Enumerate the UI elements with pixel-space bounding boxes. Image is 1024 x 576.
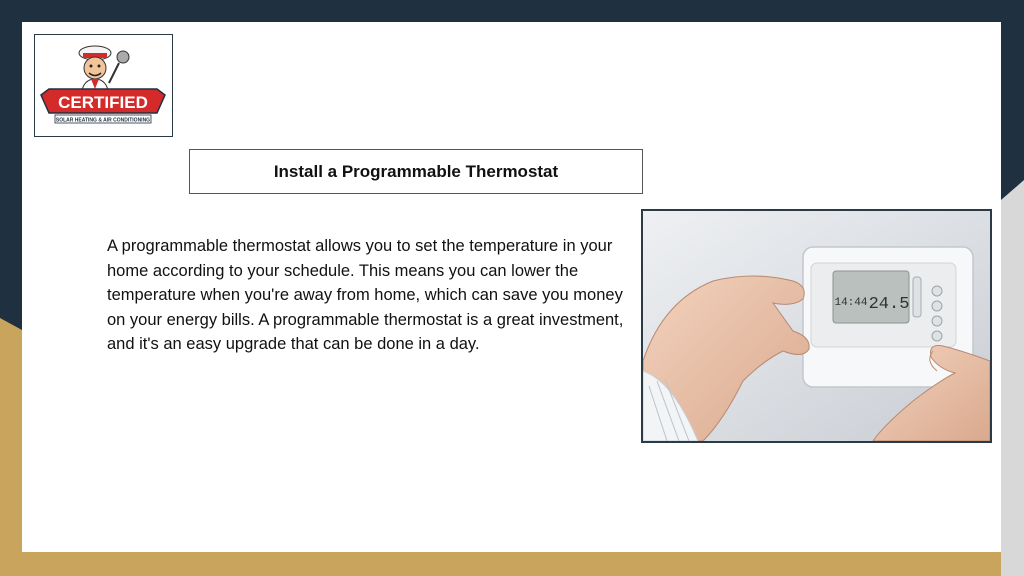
slide-title: Install a Programmable Thermostat <box>189 149 643 194</box>
thermostat-photo-icon <box>643 211 990 441</box>
logo-brand-text: CERTIFIED <box>58 93 148 112</box>
mascot-logo-icon <box>35 35 171 135</box>
display-small-text: 14:44 <box>834 297 868 309</box>
logo-tagline-text: SOLAR HEATING & AIR CONDITIONING <box>55 117 151 124</box>
thermostat-photo <box>641 209 992 443</box>
display-reading-text: 24.5 <box>868 295 910 314</box>
company-logo <box>34 34 173 137</box>
slide-body-text: A programmable thermostat allows you to set the temperature in your home according to your schedule. This means you can lower the temperature when you're away from home, which can save you money on your energy bills. A programmable thermostat is a great investment, and it's an easy upgrade that can be done in a day. <box>107 237 624 353</box>
